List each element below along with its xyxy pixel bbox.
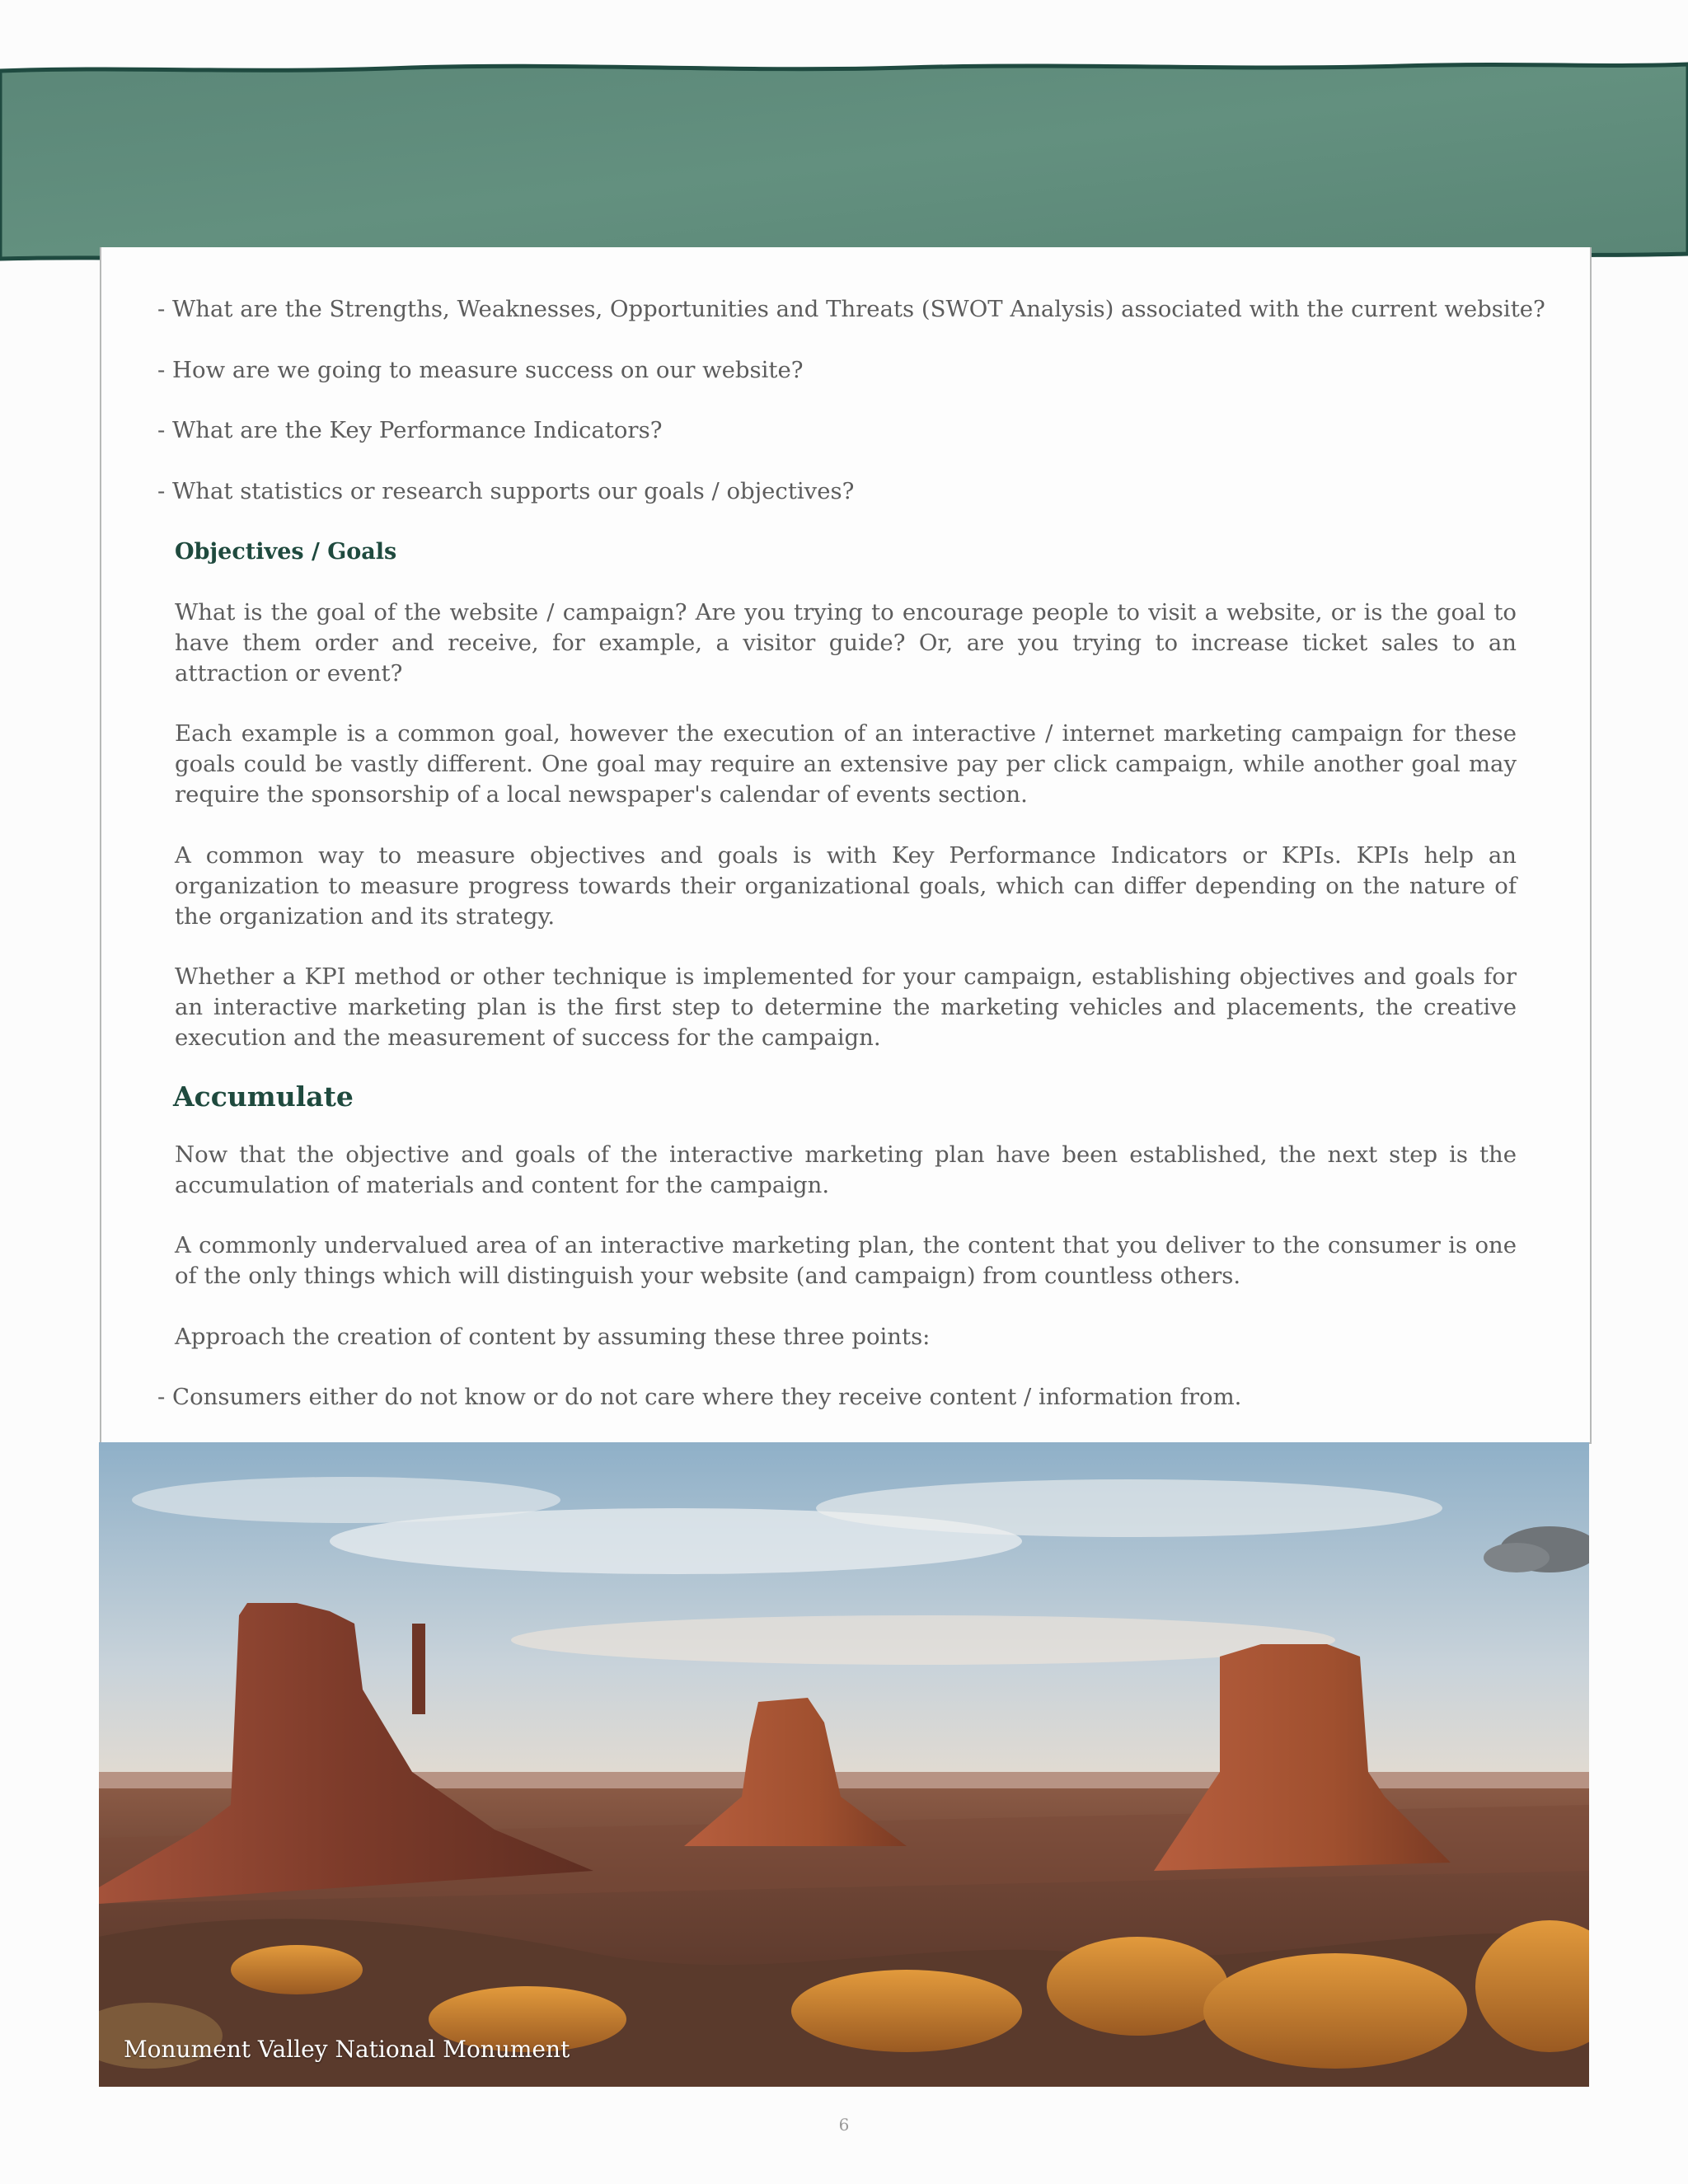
accumulate-paragraph: Approach the creation of content by assuming these three points: [175,1323,931,1350]
objectives-paragraph: A common way to measure objectives and goals is with Key Performance Indicators or KPIs. KPIs help an organization to measure progress towards their organizational goals, which can differ depending on the nature of the organization and its strategy. [175,841,1517,930]
question-statistics: - What statistics or research supports our goals / objectives? [157,477,855,504]
question-swot: - What are the Strengths, Weaknesses, Opportunities and Threats (SWOT Analysis) associated with the current website? [157,296,1545,322]
question-measure-success: - How are we going to measure success on our website? [157,356,804,383]
page-number: 6 [838,2115,850,2135]
consumer-bullet: - Consumers either do not know or do not care where they receive content / information from. [157,1384,1242,1410]
photo-caption: Monument Valley National Monument [124,2036,570,2063]
landscape-illustration [99,1442,1589,2087]
question-kpi: - What are the Key Performance Indicators? [157,417,663,443]
accumulate-paragraph: A commonly undervalued area of an interactive marketing plan, the content that you deliver to the consumer is one of the only things which will distinguish your website (and campaign) from countless others. [175,1232,1517,1289]
objectives-paragraph: What is the goal of the website / campaign? Are you trying to encourage people to visit a website, or is the goal to have them order and receive, for example, a visitor guide? Or, are you trying to increase ticket sales to an attraction or event? [175,598,1517,687]
monument-valley-photo [99,1442,1589,2087]
header-banner [0,58,1688,272]
article-body [157,294,1545,1443]
objectives-heading: Objectives / Goals [175,539,397,565]
objectives-paragraph: Each example is a common goal, however the execution of an interactive / internet marketing campaign for these goals could be vastly different. One goal may require an extensive pay per click campaign, while another goal may require the sponsorship of a local newspaper's calendar of events section. [175,720,1517,808]
accumulate-paragraph: Now that the objective and goals of the interactive marketing plan have been established, the next step is the accumulation of materials and content for the campaign. [175,1141,1517,1198]
accumulate-heading: Accumulate [173,1080,354,1113]
objectives-paragraph: Whether a KPI method or other technique is implemented for your campaign, establishing objectives and goals for an interactive marketing plan is the first step to determine the marketing vehicles and placements, the creative execution and the measurement of success for the campaign. [175,963,1517,1051]
